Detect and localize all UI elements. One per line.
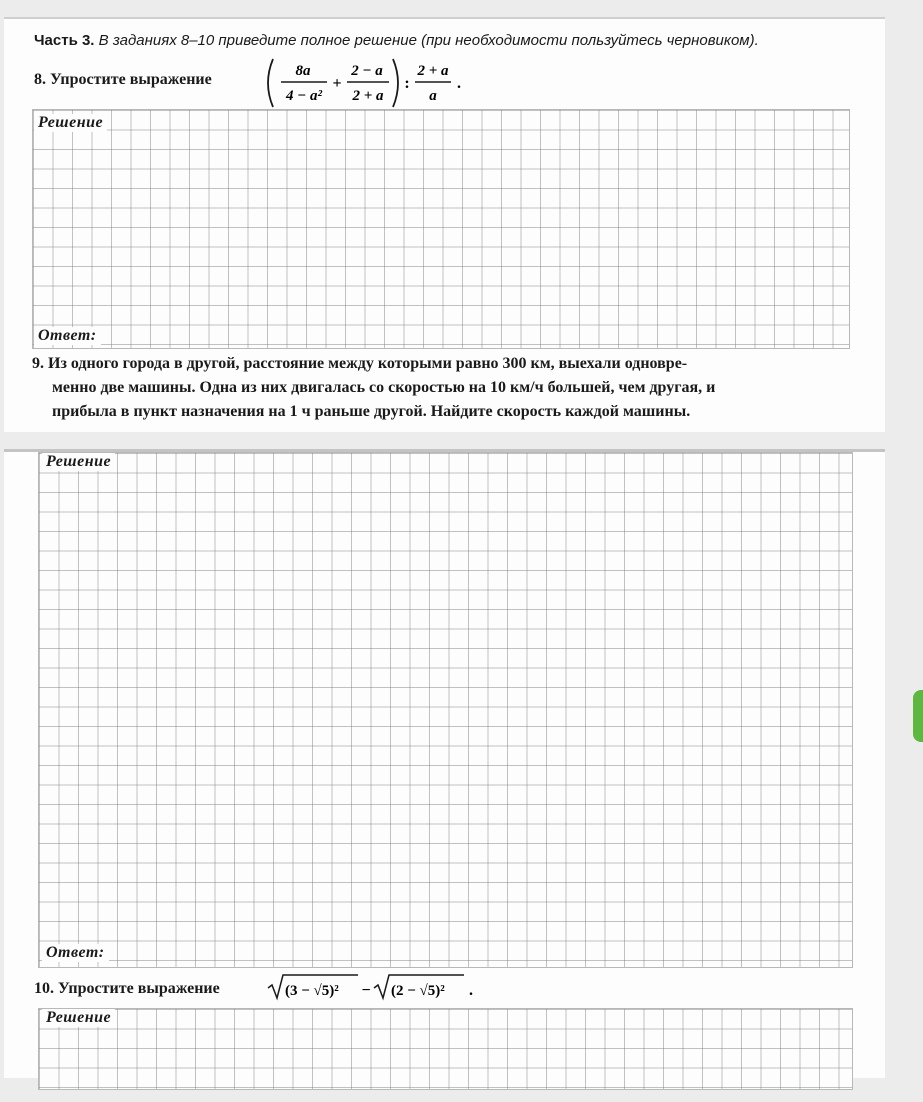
task-8-solution-label: Решение bbox=[34, 114, 107, 132]
frac2-num: 2 − a bbox=[351, 63, 383, 79]
task-10-line bbox=[34, 980, 220, 998]
task-9-statement bbox=[32, 352, 862, 424]
colon-sign: : bbox=[404, 75, 410, 92]
task-9-line-1: Из одного города в другой, расстояние между которыми равно 300 км, выехали одновре- bbox=[48, 355, 688, 372]
task-8-answer-label: Ответ: bbox=[34, 327, 101, 345]
minus-sign: − bbox=[361, 982, 371, 999]
end-dot: . bbox=[457, 75, 461, 92]
radical-1-term: (3 − √5)² bbox=[285, 983, 339, 999]
side-tab-handle[interactable] bbox=[913, 690, 923, 742]
frac1-num: 8a bbox=[295, 63, 311, 79]
radical-2-term: (2 − √5)² bbox=[391, 983, 445, 999]
task-8-answer-grid[interactable] bbox=[32, 109, 850, 349]
task-10-number: 10. bbox=[34, 980, 54, 997]
task-10-end-dot: . bbox=[469, 982, 473, 999]
task-9-answer-label: Ответ: bbox=[42, 944, 109, 962]
task-10-solution-label: Решение bbox=[42, 1009, 115, 1027]
task-9-solution-label: Решение bbox=[42, 453, 115, 471]
worksheet-page-1 bbox=[4, 17, 885, 432]
task-10-text: Упростите выражение bbox=[58, 980, 220, 997]
task-10-answer-grid[interactable] bbox=[38, 1008, 853, 1090]
plus-sign: + bbox=[332, 75, 342, 92]
frac2-den: 2 + a bbox=[352, 88, 384, 104]
part-header bbox=[34, 32, 759, 49]
task-9-answer-grid[interactable] bbox=[38, 452, 853, 968]
part-label: Часть 3. bbox=[34, 32, 95, 49]
task-9-number: 9. bbox=[32, 355, 44, 372]
task-10-expression bbox=[266, 971, 478, 1003]
task-8-line bbox=[34, 71, 212, 89]
frac3-den: a bbox=[429, 88, 437, 104]
task-9-line-3: прибыла в пункт назначения на 1 ч раньше другой. Найдите скорость каждой машины. bbox=[52, 403, 691, 420]
task-8-number: 8. bbox=[34, 71, 46, 88]
frac1-den: 4 − a² bbox=[285, 88, 323, 104]
task-8-text: Упростите выражение bbox=[50, 71, 212, 88]
task-9-line-2: менно две машины. Одна из них двигалась со скоростью на 10 км/ч большей, чем другая, и bbox=[52, 379, 716, 396]
worksheet-page-2 bbox=[4, 449, 885, 1078]
frac3-num: 2 + a bbox=[417, 63, 449, 79]
part-instructions: В заданиях 8–10 приведите полное решение (при необходимости пользуйтесь черновиком). bbox=[98, 32, 759, 49]
task-8-expression bbox=[259, 55, 469, 111]
